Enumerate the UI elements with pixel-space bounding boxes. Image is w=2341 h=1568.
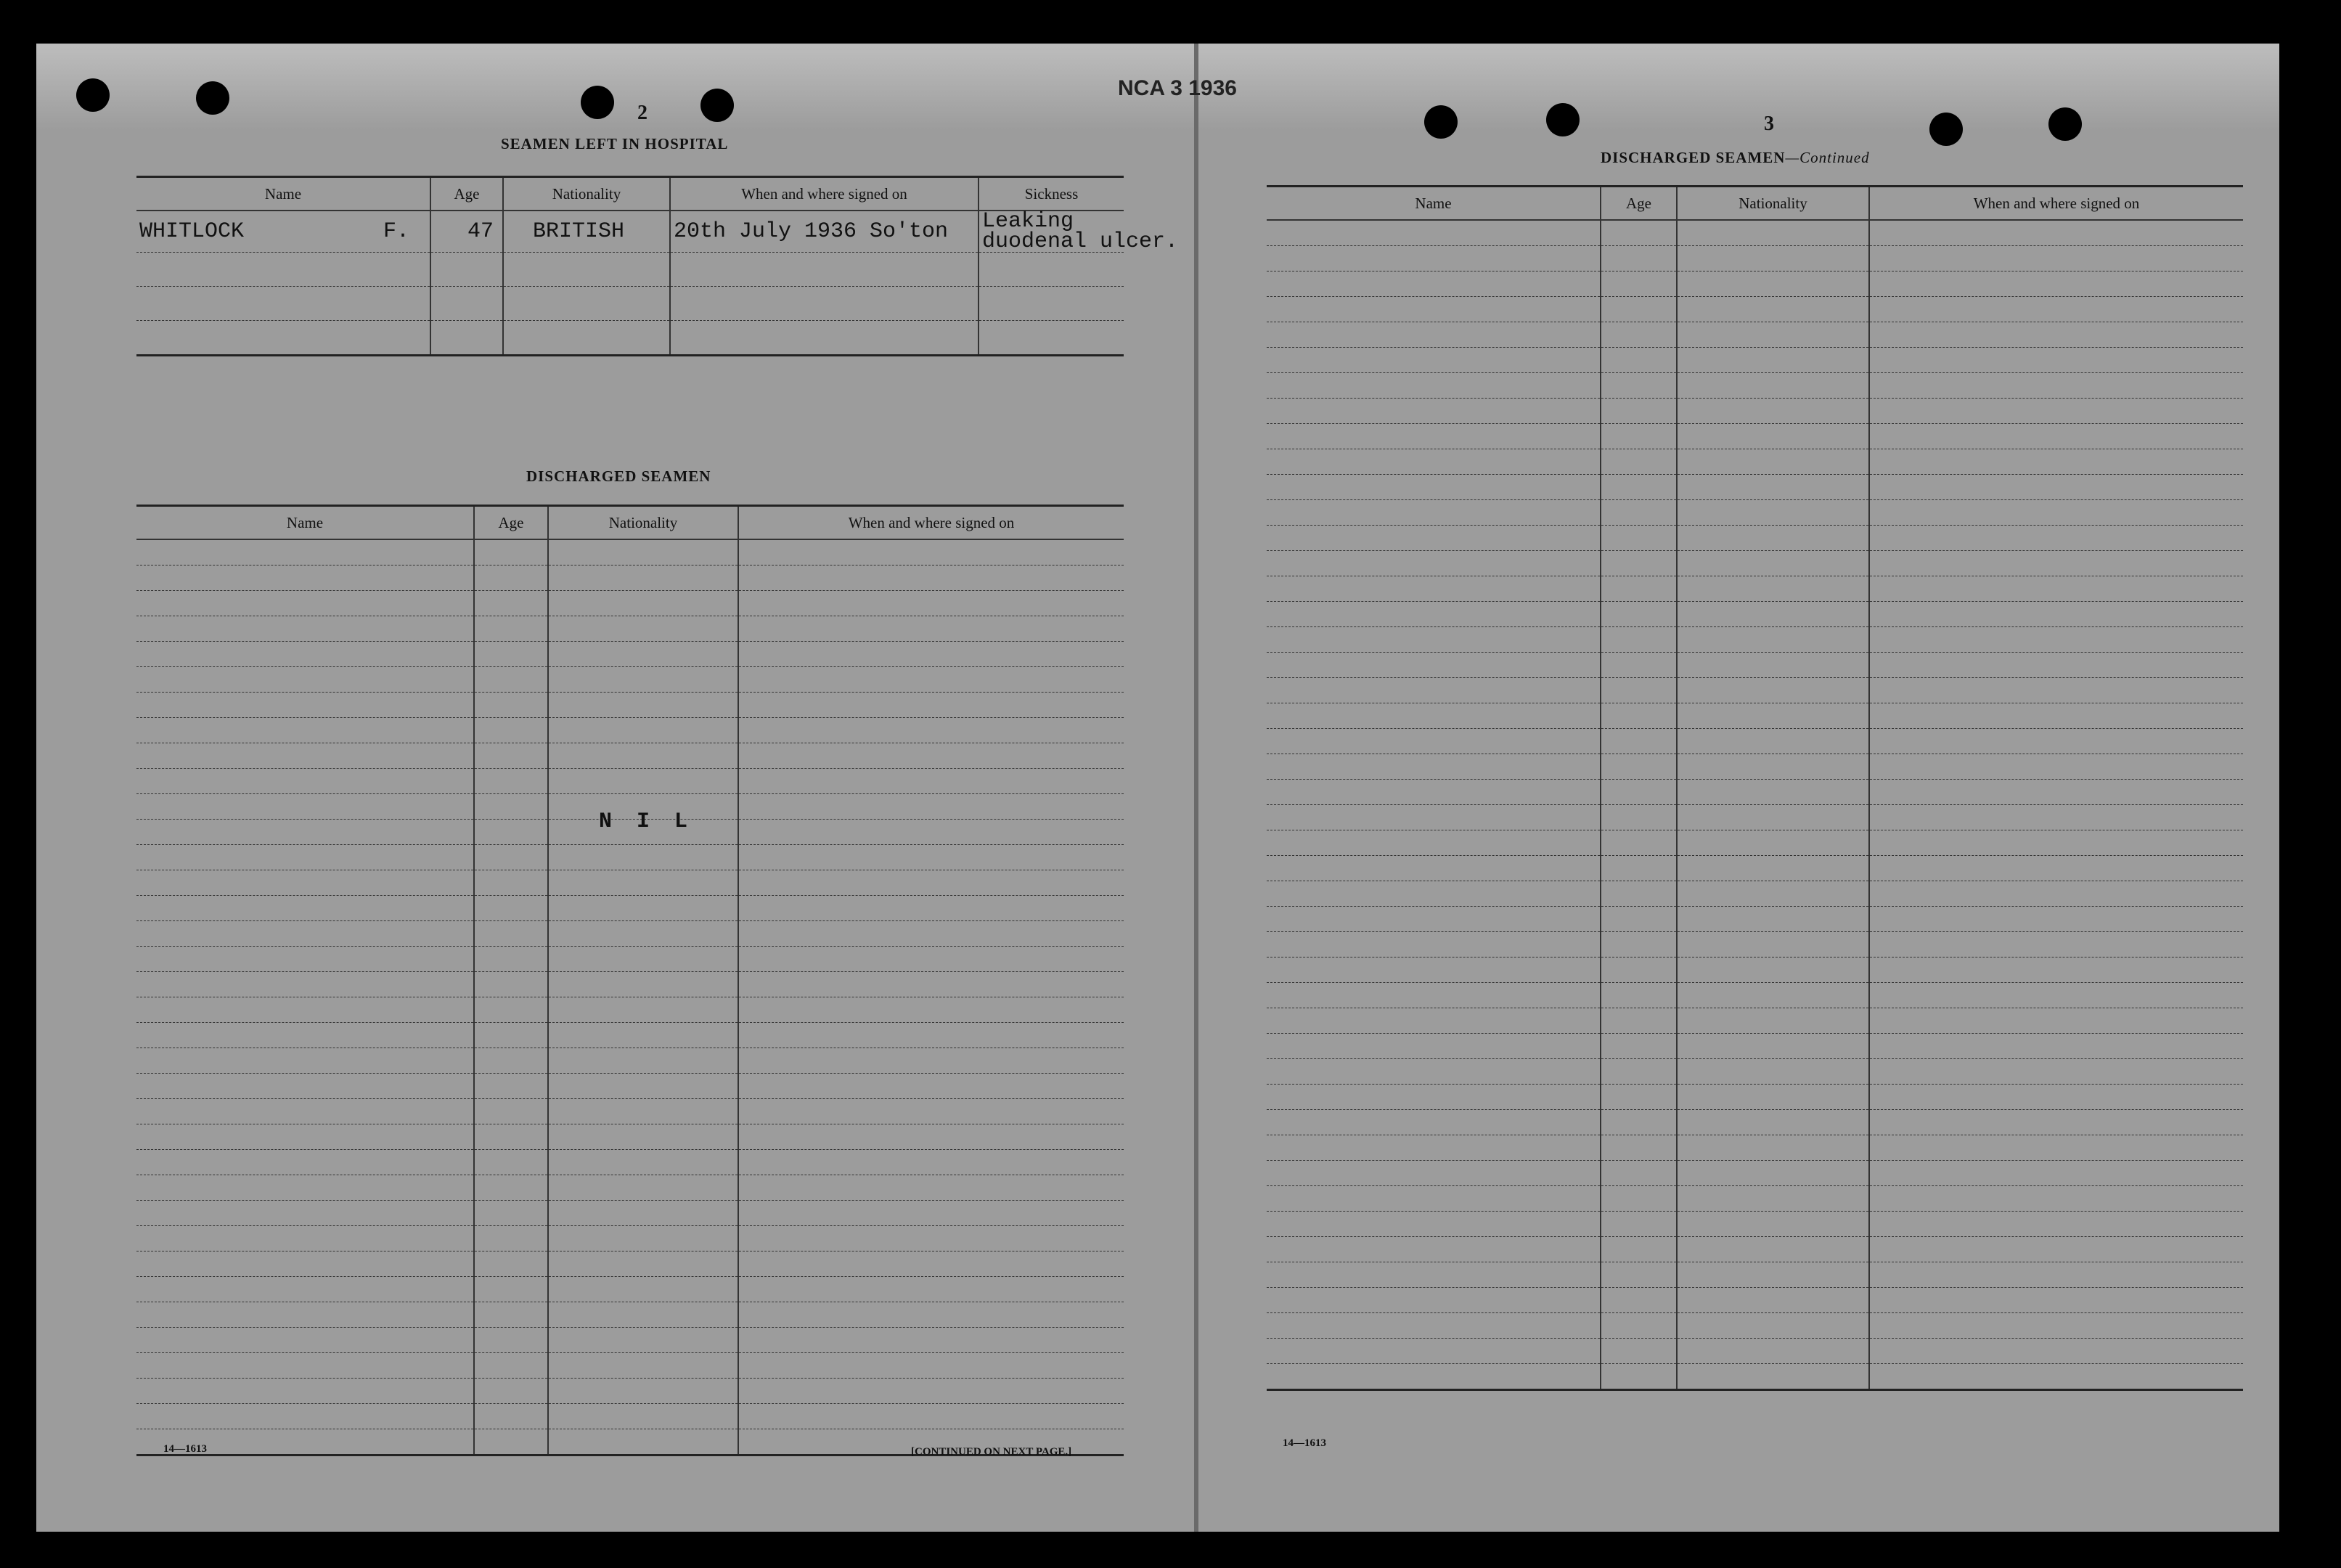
- table-row: [136, 972, 1124, 997]
- table-row: [136, 642, 1124, 667]
- table-row: [1267, 1085, 2243, 1110]
- hospital-table: [136, 176, 1179, 356]
- table-row: [136, 1226, 1124, 1251]
- document-sheet: [36, 44, 2279, 1532]
- table-row: [1267, 1262, 2243, 1288]
- table-row: [136, 896, 1124, 921]
- column-header-signed-on: When and where signed on: [1869, 187, 2243, 221]
- table-row: [1267, 881, 2243, 907]
- table-row: [1267, 1110, 2243, 1135]
- column-header-nationality: Nationality: [1677, 187, 1869, 221]
- table-row: [136, 769, 1124, 794]
- seaman-name-cell: [136, 211, 430, 253]
- column-header-sickness: Sickness: [979, 177, 1124, 211]
- column-header-nationality: Nationality: [503, 177, 670, 211]
- table-row: [1267, 424, 2243, 449]
- page-number-right: 3: [1764, 113, 1774, 135]
- table-row: [1267, 449, 2243, 475]
- table-row: [1267, 1135, 2243, 1161]
- table-row: [1267, 957, 2243, 983]
- table-row: [136, 667, 1124, 693]
- table-row: [136, 718, 1124, 743]
- table-row: [136, 1404, 1124, 1429]
- discharged-table-right: [1267, 185, 2243, 1391]
- table-row: [136, 870, 1124, 896]
- column-header-age: Age: [430, 177, 503, 211]
- seaman-signed-on: 20th July 1936 So'ton: [670, 211, 979, 253]
- table-row: [136, 693, 1124, 718]
- table-row: [1267, 1008, 2243, 1034]
- table-row: [136, 845, 1124, 870]
- punch-hole: [581, 86, 614, 119]
- table-row: [1267, 983, 2243, 1008]
- table-row: [136, 947, 1124, 972]
- table-row: [136, 1302, 1124, 1328]
- seaman-sickness: [979, 209, 1179, 254]
- table-row: [1267, 856, 2243, 881]
- punch-hole: [700, 89, 734, 122]
- table-row: [1267, 907, 2243, 932]
- table-row: [1267, 220, 2243, 246]
- form-number-left: 14—1613: [163, 1443, 207, 1455]
- table-row: [136, 1048, 1124, 1074]
- table-row: [136, 1379, 1124, 1404]
- table-row: [1267, 475, 2243, 500]
- table-row: [1267, 322, 2243, 348]
- continued-note: [CONTINUED ON NEXT PAGE.]: [911, 1446, 1072, 1458]
- nil-entry: N I L: [599, 809, 694, 834]
- column-header-signed-on: When and where signed on: [738, 506, 1124, 540]
- punch-hole: [1929, 113, 1963, 146]
- table-row: [1267, 653, 2243, 678]
- punch-hole: [196, 81, 229, 115]
- column-header-nationality: Nationality: [548, 506, 738, 540]
- punch-hole: [1424, 105, 1458, 139]
- table-row: [1267, 1364, 2243, 1390]
- table-row: [136, 211, 1124, 253]
- sickness-line-1: Leaking: [982, 209, 1074, 234]
- table-row: [136, 997, 1124, 1023]
- form-number-right: 14—1613: [1283, 1437, 1326, 1449]
- table-row: [1267, 399, 2243, 424]
- table-row: [136, 743, 1124, 769]
- discharged-continued-title-main: DISCHARGED SEAMEN: [1601, 149, 1786, 166]
- table-row: [1267, 1034, 2243, 1059]
- table-row: [136, 1251, 1124, 1277]
- discharged-table-left: [136, 505, 1124, 1456]
- punch-hole: [76, 78, 110, 112]
- seaman-surname: WHITLOCK: [139, 219, 245, 244]
- table-row: [136, 616, 1124, 642]
- archive-stamp: NCA 3 1936: [1118, 76, 1237, 100]
- table-row: [136, 1277, 1124, 1302]
- table-row: [1267, 246, 2243, 271]
- seaman-age: 47: [430, 211, 503, 253]
- table-row: [136, 539, 1124, 565]
- column-header-name: Name: [136, 177, 430, 211]
- discharged-section-title: DISCHARGED SEAMEN: [526, 467, 711, 485]
- table-row: [1267, 780, 2243, 805]
- table-row: [136, 591, 1124, 616]
- table-row: [1267, 271, 2243, 297]
- table-row: [1267, 297, 2243, 322]
- table-row: [136, 1074, 1124, 1099]
- table-row: [1267, 729, 2243, 754]
- table-row: [1267, 932, 2243, 957]
- discharged-continued-title-suffix: —Continued: [1785, 149, 1870, 166]
- column-header-signed-on: When and where signed on: [670, 177, 979, 211]
- table-row: [1267, 1161, 2243, 1186]
- seaman-initial: F.: [383, 219, 409, 244]
- table-row: [1267, 500, 2243, 526]
- table-row: [1267, 830, 2243, 856]
- punch-hole: [2048, 107, 2082, 141]
- table-row: [1267, 754, 2243, 780]
- table-row: [136, 921, 1124, 947]
- table-row: [1267, 576, 2243, 602]
- table-row: [1267, 805, 2243, 830]
- table-row: [1267, 602, 2243, 627]
- center-fold: [1194, 44, 1198, 1532]
- table-row: [1267, 627, 2243, 653]
- table-row: [136, 1099, 1124, 1124]
- table-row: [1267, 373, 2243, 399]
- page-number-left: 2: [637, 102, 647, 124]
- table-row: [136, 1328, 1124, 1353]
- table-row: [136, 1150, 1124, 1175]
- table-row: [1267, 1313, 2243, 1339]
- table-row: [136, 1201, 1124, 1226]
- table-row: [1267, 1059, 2243, 1085]
- punch-hole: [1546, 103, 1580, 136]
- table-row: [1267, 1288, 2243, 1313]
- table-row: [136, 1175, 1124, 1201]
- table-row: [1267, 703, 2243, 729]
- table-row: [1267, 1339, 2243, 1364]
- sickness-line-2: duodenal ulcer.: [982, 229, 1179, 254]
- column-header-name: Name: [1267, 187, 1601, 221]
- table-row: [1267, 1212, 2243, 1237]
- table-row: [1267, 551, 2243, 576]
- table-row: [1267, 678, 2243, 703]
- column-header-name: Name: [136, 506, 474, 540]
- table-row: [1267, 526, 2243, 551]
- seaman-nationality: BRITISH: [503, 211, 670, 253]
- column-header-age: Age: [1601, 187, 1677, 221]
- table-row: [136, 565, 1124, 591]
- table-row: [1267, 348, 2243, 373]
- table-row: [1267, 1237, 2243, 1262]
- hospital-section-title: SEAMEN LEFT IN HOSPITAL: [501, 135, 729, 152]
- table-row: [136, 1124, 1124, 1150]
- table-row: [136, 1023, 1124, 1048]
- discharged-continued-title: [1601, 149, 1870, 167]
- table-row: [136, 1353, 1124, 1379]
- column-header-age: Age: [474, 506, 548, 540]
- table-row: [1267, 1186, 2243, 1212]
